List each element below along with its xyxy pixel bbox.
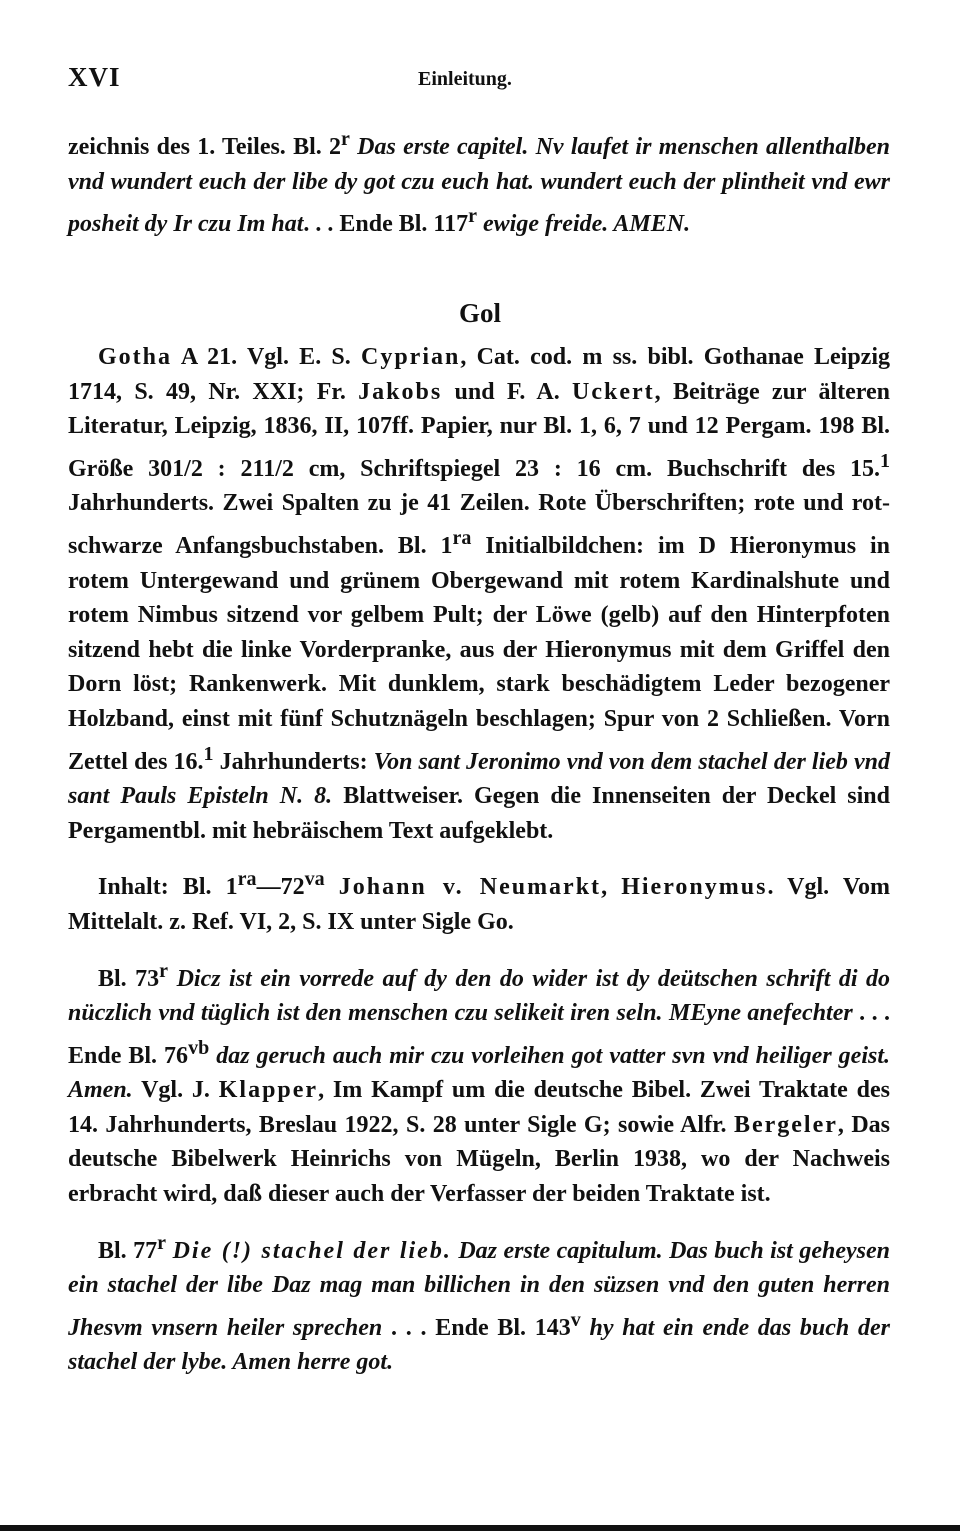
italic-text: Daz erste capitulum. Das buch ist geheysen ein stachel der libe Daz mag man billichen in den süzsen vnd den guten herren Jhesvm vnsern heiler sprechen (68, 1237, 890, 1341)
vorrede-paragraph (68, 954, 890, 1212)
text-run: Bl. 73 (98, 965, 160, 992)
quoted-incipit: Das erste capitel. Nv laufet ir menschen allenthalben vnd wundert euch der libe dy got czu euch hat. wundert euch der plintheit vnd ewr posheit dy Ir czu Im hat (68, 134, 890, 238)
text-run: Inhalt: Bl. 1 (98, 874, 238, 901)
italic-text: hy hat ein ende das buch der stachel der lybe. Amen herre got. (68, 1314, 891, 1376)
text-run: cm, Schriftspiegel 23 : 16 cm. Buchschrift des 15. (293, 455, 880, 482)
running-header (68, 62, 892, 98)
superscript: r (468, 205, 477, 228)
spaced-text: Johann v. Neumarkt (338, 874, 602, 901)
fraction: 1/2 (263, 455, 294, 482)
fraction: 1/2 (172, 455, 203, 482)
superscript: va (304, 868, 325, 891)
text-run: Jahrhunderts. Zwei Spalten zu je 41 Zeilen. Rote Überschriften; rote und rot-schwarze Anfangsbuchstaben. Bl. 1 (68, 490, 890, 559)
section-heading: Gol (458, 298, 501, 328)
spaced-text: Jakobs (358, 378, 443, 405)
spaced-italic-text: Die (!) stachel der lieb. (172, 1237, 452, 1264)
italic-text: Dicz ist ein vorrede auf dy den do wider ist dy deütschen schrift di do nüczlich vnd tüglich ist den menschen czu selikeit iren seln. MEyne anefechter (68, 965, 891, 1027)
text-run: Initialbildchen: im D Hieronymus in rotem Untergewand und grünem Obergewand mit rotem Kardinalshute und rotem Nimbus sitzend vor gelbem Pult; der Löwe (gelb) auf den Hinterpfoten sitzend hebt die linke Vorderpranke, aus der Hieronymus mit dem Griffel den Dorn löst; Rankenwerk. Mit dunklem, stark beschädigtem Leder bezogener Holzband, einst mit fünf Schutznägeln beschlagen; Spur von 2 Schließen. Vorn Zettel des 16. (68, 532, 891, 775)
text-run: Blattweiser. Gegen die Innenseiten der Deckel sind Pergamentbl. mit hebräischem Text aufgeklebt. (68, 783, 891, 844)
superscript: ra (237, 868, 257, 891)
text-run: , Im Kampf um die deutsche Bibel. Zwei Traktate des 14. Jahrhunderts, Breslau 1922, S. 28 unter Sigle G; sowie Alfr. (68, 1077, 890, 1138)
quoted-explicit: ewige freide. AMEN. (482, 211, 691, 238)
text-run: . . . Ende Bl. 76 (68, 1000, 890, 1069)
text-run: , (601, 874, 622, 901)
text-run: Vgl. J. (132, 1077, 219, 1104)
text-run: und F. A. (442, 378, 573, 405)
italic-text: daz geruch auch mir czu vorleihen got vatter svn vnd heiliger geist. Amen. (68, 1042, 891, 1104)
superscript: r (159, 959, 169, 982)
running-title: Einleitung. (418, 68, 512, 90)
text-run: Jahrhunderts: (213, 748, 374, 775)
text-run: , Das deutsche Bibelwerk Heinrichs von Mügeln, Berlin 1938, wo der Nachweis erbracht wird, daß dieser auch der Verfasser der beiden Traktate ist. (68, 1111, 891, 1208)
text-run: , Beiträge zur älteren Literatur, Leipzig, 1836, II, 107ff. Papier, nur Bl. 1, 6, 7 und 12 Pergam. 198 Bl. Größe 30 (68, 378, 890, 482)
intro-text: zeichnis des 1. Teiles. Bl. 2 (68, 134, 342, 160)
text-run: Bl. 77 (98, 1237, 158, 1264)
italic-text: Von sant Jeronimo vnd von dem stachel der lieb vnd sant Pauls Episteln N. 8. (68, 748, 891, 810)
text-run: : 21 (202, 455, 264, 482)
spaced-text: Cyprian (361, 344, 461, 370)
superscript: 1 (203, 742, 214, 765)
superscript: 1 (880, 449, 890, 472)
manuscript-body (68, 340, 890, 1380)
text-run: A 21. Vgl. E. S. (172, 344, 361, 370)
superscript: r (157, 1231, 167, 1254)
intro-paragraph (68, 122, 890, 242)
manuscript-description (68, 340, 890, 848)
superscript: v (570, 1308, 581, 1331)
text-run: —72 (256, 874, 305, 901)
stachel-paragraph (68, 1226, 890, 1380)
text-run: . . . Ende Bl. 143 (382, 1314, 571, 1341)
superscript: ra (452, 526, 472, 549)
spaced-text: Uckert (572, 378, 655, 405)
spaced-text: Bergeler (733, 1111, 838, 1138)
intro-text: . . . Ende Bl. 117 (303, 211, 469, 238)
superscript: vb (188, 1036, 210, 1059)
page-edge-rule (0, 1525, 960, 1531)
spaced-text: Gotha (98, 344, 173, 370)
text-run: . Vgl. Vom Mittelalt. z. Ref. VI, 2, S. IX unter Sigle Go. (68, 874, 891, 935)
superscript: r (341, 128, 350, 150)
page-number: XVI (68, 62, 121, 92)
spaced-text: Klapper (218, 1077, 319, 1104)
contents-paragraph (68, 862, 890, 939)
text-run: , Cat. cod. m ss. bibl. Gothanae Leipzig 1714, S. 49, Nr. XXI; Fr. (68, 344, 890, 405)
spaced-text: Hieronymus (621, 874, 768, 901)
